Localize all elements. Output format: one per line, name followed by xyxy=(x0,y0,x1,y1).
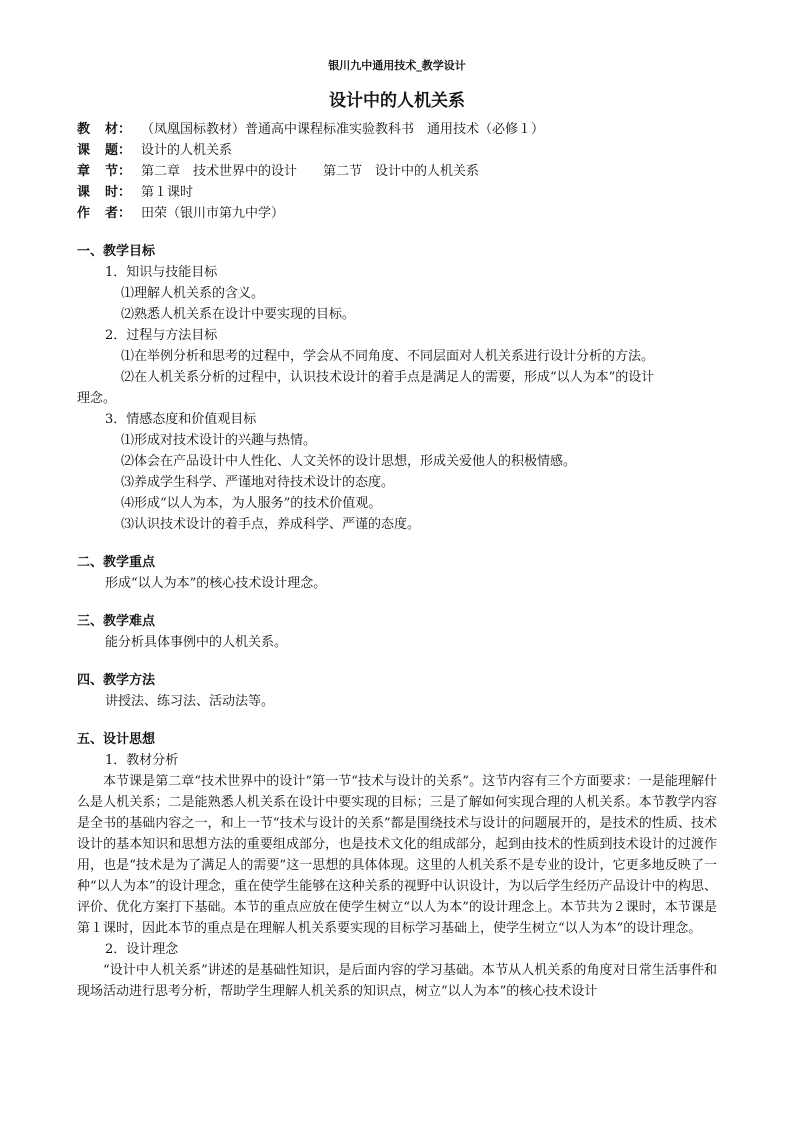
list-item: ⑶养成学生科学、严谨地对待技术设计的态度。 xyxy=(121,475,395,490)
section-text: 讲授法、练习法、活动法等。 xyxy=(105,694,275,709)
subheading: 2．过程与方法目标 xyxy=(105,328,218,343)
meta-value: 第１课时 xyxy=(141,185,194,200)
list-item-continuation: 理念。 xyxy=(77,391,117,406)
meta-label-char: 章 xyxy=(77,164,91,179)
list-item: ⑴理解人机关系的含义。 xyxy=(121,286,265,301)
section-heading-objectives: 一、教学目标 xyxy=(77,244,156,259)
meta-value: （凤凰国标教材）普通高中课程标准实验教科书 通用技术（必修１） xyxy=(141,122,545,137)
subheading: 3．情感态度和价值观目标 xyxy=(105,412,257,427)
meta-value: 第二章 技术世界中的设计 第二节 设计中的人机关系 xyxy=(141,164,480,179)
page-header: 银川九中通用技术_教学设计 xyxy=(328,59,466,72)
section-heading-design-thinking: 五、设计思想 xyxy=(77,732,156,747)
meta-label-char: 时： xyxy=(105,185,132,200)
meta-row-chapter xyxy=(77,161,717,182)
paragraph-design-concept: “设计中人机关系”讲述的是基础性知识，是后面内容的学习基础。本节从人机关系的角度对日常生活事件和现场活动进行思考分析，帮助学生理解人机关系的知识点，树立“以人为本”的核心技术设计 xyxy=(77,963,717,999)
list-item: ⑴形成对技术设计的兴趣与热情。 xyxy=(121,433,317,448)
list-item: ⑷形成“以人为本，为人服务”的技术价值观。 xyxy=(121,496,382,511)
meta-label-char: 教 xyxy=(77,122,91,137)
meta-label-char: 者： xyxy=(105,206,132,221)
meta-row-author xyxy=(77,203,717,224)
subheading: 1．知识与技能目标 xyxy=(105,265,218,280)
list-item: ⑵在人机关系分析的过程中，认识技术设计的着手点是满足人的需要，形成“以人为本”的设计 xyxy=(121,370,655,385)
document-title: 设计中的人机关系 xyxy=(329,91,465,111)
meta-label-char: 作 xyxy=(77,206,91,221)
meta-row-topic xyxy=(77,140,717,161)
meta-label-char: 题： xyxy=(105,143,132,158)
list-item: ⑶认识技术设计的着手点，养成科学、严谨的态度。 xyxy=(121,517,421,532)
document-body xyxy=(77,119,717,1002)
meta-value: 田荣（银川市第九中学） xyxy=(141,206,285,221)
meta-label-char: 节： xyxy=(105,164,132,179)
meta-block xyxy=(77,119,717,224)
meta-value: 设计的人机关系 xyxy=(141,143,233,158)
section-text: 能分析具体事例中的人机关系。 xyxy=(105,635,288,650)
meta-row-textbook xyxy=(77,119,717,140)
meta-label-char: 材： xyxy=(105,122,132,137)
section-heading-methods: 四、教学方法 xyxy=(77,673,156,688)
paragraph-textbook-analysis: 本节课是第二章“技术世界中的设计”第一节“技术与设计的关系”。这节内容有三个方面要求：一是能理解什么是人机关系；二是能熟悉人机关系在设计中要实现的目标；三是了解如何实现合理的人机关系。本节教学内容是全书的基础内容之一，和上一节“技术与设计的关系”都是围绕技术与设计的问题展开的，是技术的性质、技术设计的基本知识和思想方法的重要组成部分，也是技术文化的组成部分，起到由技术的性质到技术设计的过渡作用，也是“技术是为了满足人的需要”这一思想的具体体现。这里的人机关系不是专业的设计，它更多地反映了一种“以人为本”的设计理念，重在使学生能够在这种关系的视野中认识设计，为以后学生经历产品设计中的构思、评价、优化方案打下基础。本节的重点应放在使学生树立“以人为本”的设计理念上。本节共为２课时，本节课是第１课时，因此本节的重点是在理解人机关系要实现的目标学习基础上，使学生树立“以人为本”的设计理念。 xyxy=(77,774,717,936)
list-item: ⑵熟悉人机关系在设计中要实现的目标。 xyxy=(121,307,356,322)
meta-label-char: 课 xyxy=(77,185,91,200)
subheading: 2．设计理念 xyxy=(105,942,179,957)
subheading: 1．教材分析 xyxy=(105,753,179,768)
meta-row-period xyxy=(77,182,717,203)
section-heading-key-points: 二、教学重点 xyxy=(77,555,156,570)
meta-label-char: 课 xyxy=(77,143,91,158)
list-item: ⑵体会在产品设计中人性化、人文关怀的设计思想，形成关爱他人的积极情感。 xyxy=(121,454,577,469)
list-item: ⑴在举例分析和思考的过程中，学会从不同角度、不同层面对人机关系进行设计分析的方法。 xyxy=(121,349,655,364)
section-text: 形成“以人为本”的核心技术设计理念。 xyxy=(105,576,327,591)
section-heading-difficulties: 三、教学难点 xyxy=(77,614,156,629)
